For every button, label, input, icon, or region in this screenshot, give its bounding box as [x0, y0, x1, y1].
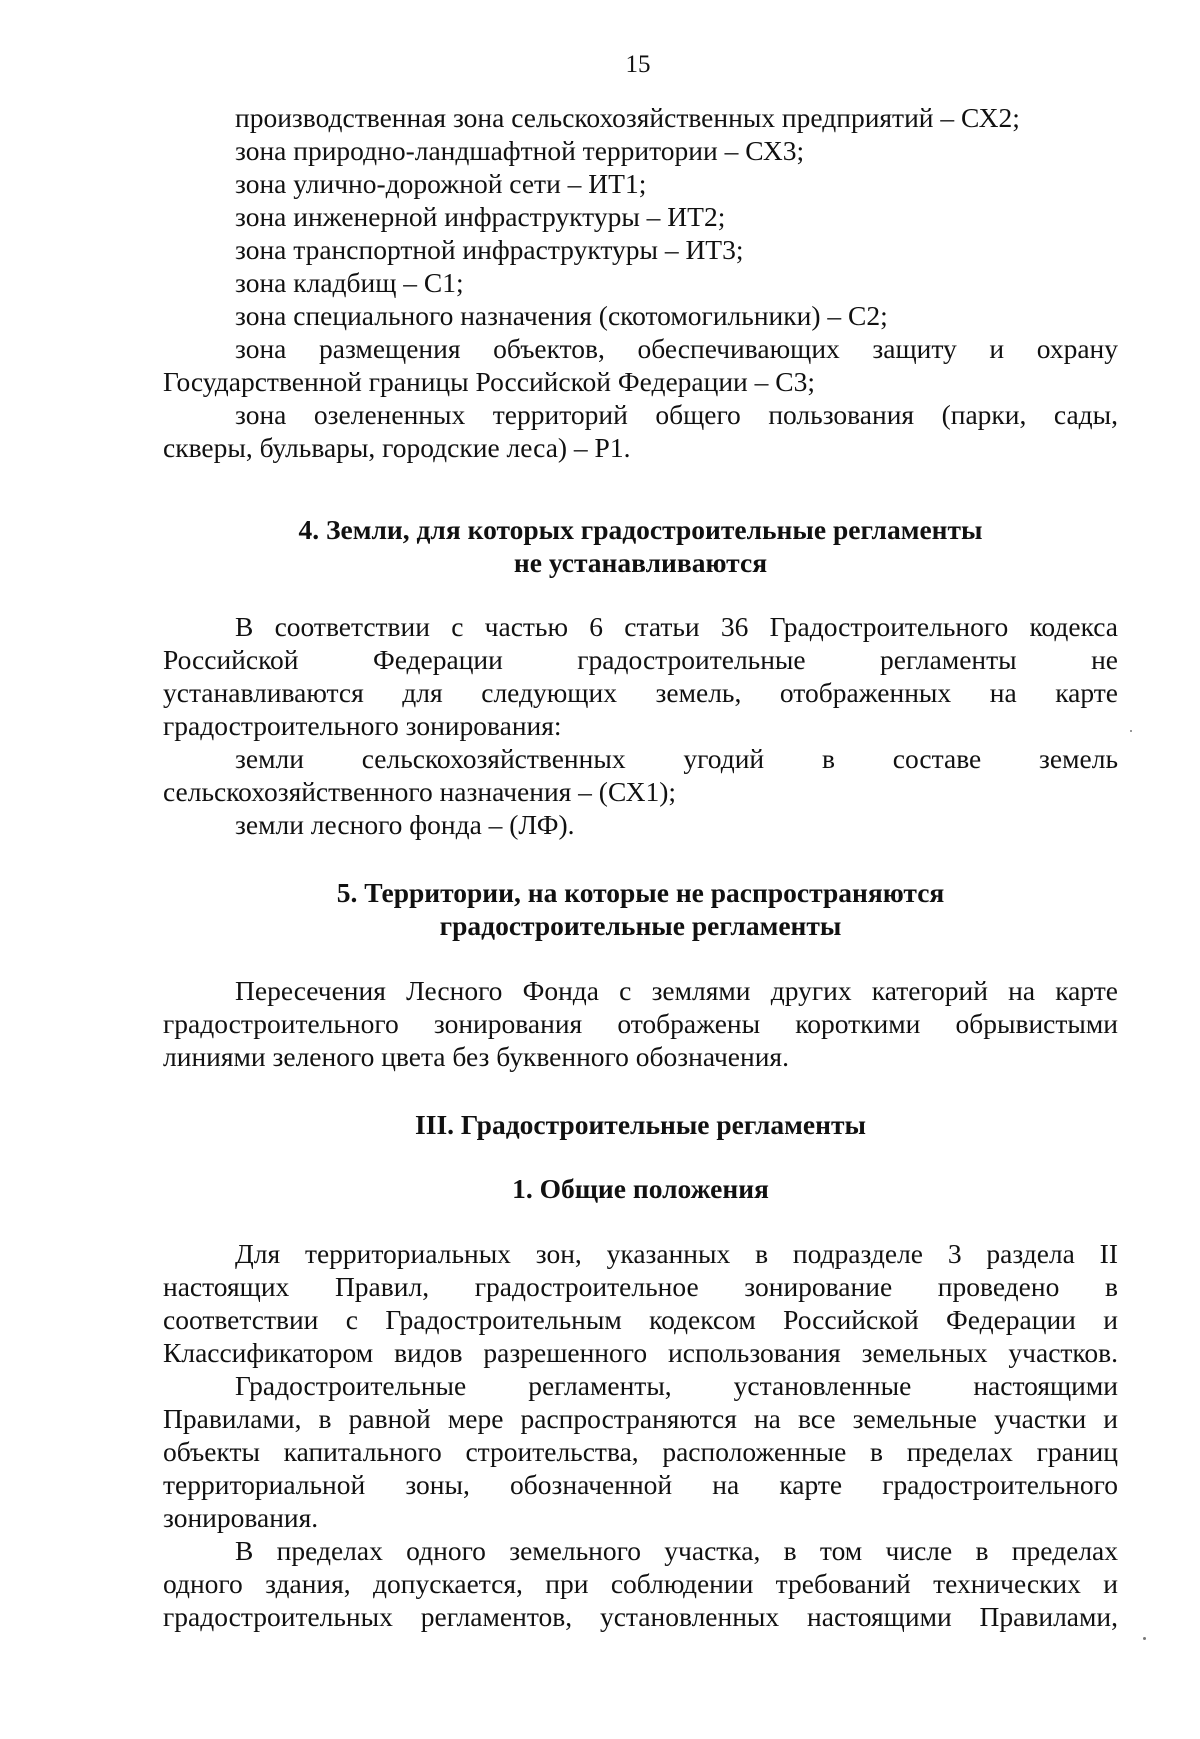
subsection-1-paragraph-line: Для территориальных зон, указанных в подразделе 3 раздела II — [235, 1238, 1118, 1269]
zone-it1-line: зона улично-дорожной сети – ИТ1; — [235, 168, 647, 199]
subsection-1-paragraph-line: одного здания, допускается, при соблюдении требований технических и — [163, 1568, 1118, 1599]
zone-c3-line-2: Государственной границы Российской Федерации – С3; — [163, 366, 815, 397]
section-5-heading-line-2: градостроительные регламенты — [439, 910, 842, 941]
section-4-heading-line-2: не устанавливаются — [513, 547, 768, 578]
zone-sx3-line: зона природно-ландшафтной территории – СХ3; — [235, 135, 805, 166]
section-4-paragraph-line: земли сельскохозяйственных угодий в составе земель — [235, 743, 1118, 774]
section-5-heading-line-1: 5. Территории, на которые не распространяются — [336, 877, 945, 908]
section-4-paragraph-line: земли лесного фонда – (ЛФ). — [235, 809, 575, 840]
zone-it2-line: зона инженерной инфраструктуры – ИТ2; — [235, 201, 726, 232]
subsection-1-paragraph-line: В пределах одного земельного участка, в том числе в пределах — [235, 1535, 1118, 1566]
section-4-paragraph-line: градостроительного зонирования: — [163, 710, 562, 741]
section-5-paragraph-line: Пересечения Лесного Фонда с землями других категорий на карте — [235, 975, 1118, 1006]
zone-c3-line-1: зона размещения объектов, обеспечивающих защиту и охрану — [235, 333, 1118, 364]
subsection-1-paragraph-line: Градостроительные регламенты, установленные настоящими — [235, 1370, 1118, 1401]
section-4-paragraph-line: сельскохозяйственного назначения – (СХ1); — [163, 776, 677, 807]
zone-sx2-line: производственная зона сельскохозяйственных предприятий – СХ2; — [235, 102, 1020, 133]
subsection-1-paragraph-line: соответствии с Градостроительным кодексом Российской Федерации и — [163, 1304, 1118, 1335]
section-4-paragraph-line: устанавливаются для следующих земель, отображенных на карте — [163, 677, 1118, 708]
section-4-paragraph-line: В соответствии с частью 6 статьи 36 Градостроительного кодекса — [235, 611, 1118, 642]
chapter-3-heading: III. Градостроительные регламенты — [415, 1109, 866, 1140]
subsection-1-paragraph-line: градостроительных регламентов, установленных настоящими Правилами, — [163, 1601, 1118, 1632]
zone-p1-line-1: зона озелененных территорий общего пользования (парки, сады, — [235, 399, 1118, 430]
scan-speck — [1143, 1637, 1146, 1640]
page-number: 15 — [625, 51, 651, 78]
section-5-paragraph-line: линиями зеленого цвета без буквенного обозначения. — [163, 1041, 789, 1072]
section-4-paragraph-line: Российской Федерации градостроительные регламенты не — [163, 644, 1118, 675]
subsection-1-paragraph-line: Правилами, в равной мере распространяются на все земельные участки и — [163, 1403, 1118, 1434]
zone-p1-line-2: скверы, бульвары, городские леса) – Р1. — [163, 432, 631, 463]
subsection-1-heading: 1. Общие положения — [512, 1173, 769, 1204]
subsection-1-paragraph-line: зонирования. — [163, 1502, 319, 1533]
scan-speck — [1130, 730, 1132, 732]
section-5-paragraph-line: градостроительного зонирования отображены короткими обрывистыми — [163, 1008, 1118, 1039]
zone-c2-line: зона специального назначения (скотомогильники) – С2; — [235, 300, 888, 331]
subsection-1-paragraph-line: территориальной зоны, обозначенной на карте градостроительного — [163, 1469, 1118, 1500]
subsection-1-paragraph-line: объекты капитального строительства, расположенные в пределах границ — [163, 1436, 1118, 1467]
subsection-1-paragraph-line: настоящих Правил, градостроительное зонирование проведено в — [163, 1271, 1118, 1302]
zone-c1-line: зона кладбищ – С1; — [235, 267, 464, 298]
subsection-1-paragraph-line: Классификатором видов разрешенного использования земельных участков. — [163, 1337, 1118, 1368]
zone-it3-line: зона транспортной инфраструктуры – ИТ3; — [235, 234, 744, 265]
section-4-heading-line-1: 4. Земли, для которых градостроительные регламенты — [298, 514, 983, 545]
